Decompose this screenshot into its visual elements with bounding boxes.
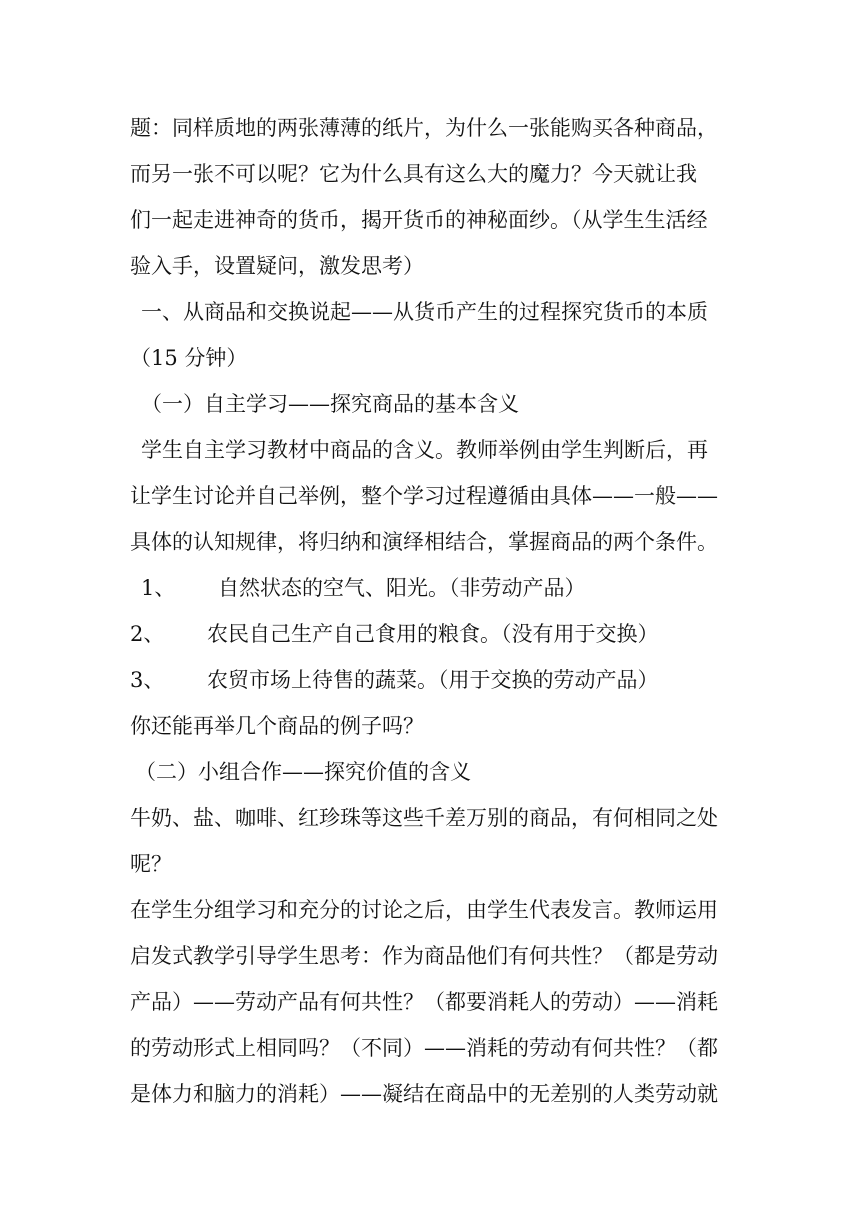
list-item <box>141 574 175 602</box>
text-line: 验入手，设置疑问，激发思考） <box>130 254 424 278</box>
text-line: 你还能再举几个商品的例子吗？ <box>130 714 424 738</box>
list-item <box>130 620 164 648</box>
text-line: 启发式教学引导学生思考：作为商品他们有何共性？（都是劳动 <box>130 944 718 968</box>
text-line: 们一起走进神奇的货币，揭开货币的神秘面纱。（从学生生活经 <box>130 208 708 232</box>
subsection-heading: （二）小组合作——探究价值的含义 <box>135 760 471 784</box>
text-line: 产品）——劳动产品有何共性？（都要消耗人的劳动）——消耗 <box>130 990 718 1014</box>
section-heading: 一、从商品和交换说起——从货币产生的过程探究货币的本质 <box>141 300 708 324</box>
text-line: 的劳动形式上相同吗？（不同）——消耗的劳动有何共性？（都 <box>130 1036 718 1060</box>
list-number: 3、 <box>130 668 165 692</box>
text-line: 让学生讨论并自己举例，整个学习过程遵循由具体——一般—— <box>130 484 718 508</box>
text-line: 具体的认知规律，将归纳和演绎相结合，掌握商品的两个条件。 <box>130 530 718 554</box>
text-line: 是体力和脑力的消耗）——凝结在商品中的无差别的人类劳动就 <box>130 1082 718 1106</box>
text-line: 呢？ <box>130 852 172 876</box>
text-line: 而另一张不可以呢？它为什么具有这么大的魔力？今天就让我 <box>130 162 697 186</box>
text-line: 在学生分组学习和充分的讨论之后，由学生代表发言。教师运用 <box>130 898 718 922</box>
list-item-text: 农贸市场上待售的蔬菜。（用于交换的劳动产品） <box>207 668 659 692</box>
text-line: 题：同样质地的两张薄薄的纸片，为什么一张能购买各种商品， <box>130 116 718 140</box>
subsection-heading: （一）自主学习——探究商品的基本含义 <box>141 392 519 416</box>
text-line: （15 分钟） <box>130 346 248 370</box>
list-item-text: 自然状态的空气、阳光。（非劳动产品） <box>218 576 586 600</box>
list-number: 2、 <box>130 622 165 646</box>
list-number: 1、 <box>141 576 176 600</box>
list-item-text: 农民自己生产自己食用的粮食。（没有用于交换） <box>207 622 659 646</box>
list-item <box>130 666 164 694</box>
text-line: 牛奶、盐、咖啡、红珍珠等这些千差万别的商品，有何相同之处 <box>130 806 718 830</box>
text-line: 学生自主学习教材中商品的含义。教师举例由学生判断后，再 <box>141 438 708 462</box>
